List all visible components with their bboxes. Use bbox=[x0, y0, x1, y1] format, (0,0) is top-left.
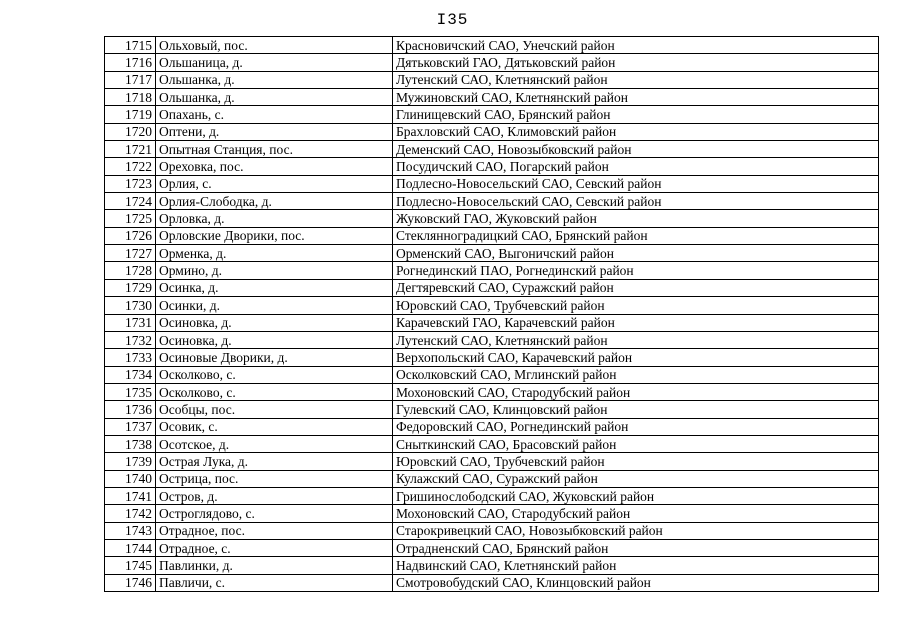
settlement-name: Острая Лука, д. bbox=[156, 453, 393, 470]
administrative-area: Кулажский САО, Суражский район bbox=[393, 470, 879, 487]
table-row bbox=[105, 505, 879, 522]
settlement-name: Опытная Станция, пос. bbox=[156, 141, 393, 158]
row-number: 1730 bbox=[105, 297, 156, 314]
settlement-name: Ольшаница, д. bbox=[156, 54, 393, 71]
administrative-area: Гулевский САО, Клинцовский район bbox=[393, 401, 879, 418]
settlement-name: Осинка, д. bbox=[156, 279, 393, 296]
table-row bbox=[105, 158, 879, 175]
row-number: 1720 bbox=[105, 123, 156, 140]
settlement-name: Отрадное, пос. bbox=[156, 522, 393, 539]
row-number: 1718 bbox=[105, 89, 156, 106]
settlement-name: Осиновка, д. bbox=[156, 314, 393, 331]
row-number: 1734 bbox=[105, 366, 156, 383]
administrative-area: Надвинский САО, Клетнянский район bbox=[393, 557, 879, 574]
settlement-registry-table bbox=[104, 36, 879, 592]
row-number: 1724 bbox=[105, 193, 156, 210]
table-row bbox=[105, 71, 879, 88]
table-row bbox=[105, 89, 879, 106]
row-number: 1722 bbox=[105, 158, 156, 175]
administrative-area: Лутенский САО, Клетнянский район bbox=[393, 331, 879, 348]
administrative-area: Старокривецкий САО, Новозыбковский район bbox=[393, 522, 879, 539]
settlement-name: Ольшанка, д. bbox=[156, 89, 393, 106]
settlement-name: Ормино, д. bbox=[156, 262, 393, 279]
settlement-name: Павлинки, д. bbox=[156, 557, 393, 574]
settlement-name: Особцы, пос. bbox=[156, 401, 393, 418]
table-row bbox=[105, 522, 879, 539]
administrative-area: Дегтяревский САО, Суражский район bbox=[393, 279, 879, 296]
settlement-name: Опахань, с. bbox=[156, 106, 393, 123]
row-number: 1738 bbox=[105, 435, 156, 452]
table-row bbox=[105, 366, 879, 383]
administrative-area: Сныткинский САО, Брасовский район bbox=[393, 435, 879, 452]
administrative-area: Мохоновский САО, Стародубский район bbox=[393, 505, 879, 522]
table-row bbox=[105, 349, 879, 366]
table-row bbox=[105, 453, 879, 470]
row-number: 1731 bbox=[105, 314, 156, 331]
row-number: 1715 bbox=[105, 37, 156, 54]
row-number: 1727 bbox=[105, 245, 156, 262]
administrative-area: Юровский САО, Трубчевский район bbox=[393, 297, 879, 314]
settlement-name: Павличи, с. bbox=[156, 574, 393, 591]
administrative-area: Деменский САО, Новозыбковский район bbox=[393, 141, 879, 158]
table-row bbox=[105, 106, 879, 123]
settlement-name: Осинки, д. bbox=[156, 297, 393, 314]
administrative-area: Мужиновский САО, Клетнянский район bbox=[393, 89, 879, 106]
administrative-area: Жуковский ГАО, Жуковский район bbox=[393, 210, 879, 227]
administrative-area: Брахловский САО, Климовский район bbox=[393, 123, 879, 140]
administrative-area: Смотровобудский САО, Клинцовский район bbox=[393, 574, 879, 591]
row-number: 1746 bbox=[105, 574, 156, 591]
table-row bbox=[105, 539, 879, 556]
row-number: 1732 bbox=[105, 331, 156, 348]
table-row bbox=[105, 418, 879, 435]
administrative-area: Лутенский САО, Клетнянский район bbox=[393, 71, 879, 88]
row-number: 1729 bbox=[105, 279, 156, 296]
table-row bbox=[105, 141, 879, 158]
settlement-name: Осотское, д. bbox=[156, 435, 393, 452]
row-number: 1728 bbox=[105, 262, 156, 279]
table-row bbox=[105, 487, 879, 504]
row-number: 1740 bbox=[105, 470, 156, 487]
administrative-area: Глинищевский САО, Брянский район bbox=[393, 106, 879, 123]
settlement-name: Орлия-Слободка, д. bbox=[156, 193, 393, 210]
settlement-name: Остров, д. bbox=[156, 487, 393, 504]
administrative-area: Стеклянноградицкий САО, Брянский район bbox=[393, 227, 879, 244]
row-number: 1716 bbox=[105, 54, 156, 71]
table-row bbox=[105, 227, 879, 244]
row-number: 1745 bbox=[105, 557, 156, 574]
settlement-name: Орловка, д. bbox=[156, 210, 393, 227]
table-row bbox=[105, 435, 879, 452]
table-row bbox=[105, 557, 879, 574]
administrative-area: Осколковский САО, Мглинский район bbox=[393, 366, 879, 383]
administrative-area: Гришинослободский САО, Жуковский район bbox=[393, 487, 879, 504]
row-number: 1736 bbox=[105, 401, 156, 418]
settlement-name: Осовик, с. bbox=[156, 418, 393, 435]
row-number: 1721 bbox=[105, 141, 156, 158]
table-row bbox=[105, 193, 879, 210]
administrative-area: Посудичский САО, Погарский район bbox=[393, 158, 879, 175]
table-row bbox=[105, 123, 879, 140]
administrative-area: Верхопольский САО, Карачевский район bbox=[393, 349, 879, 366]
administrative-area: Карачевский ГАО, Карачевский район bbox=[393, 314, 879, 331]
administrative-area: Подлесно-Новосельский САО, Севский район bbox=[393, 193, 879, 210]
table-row bbox=[105, 470, 879, 487]
settlement-name: Осколково, с. bbox=[156, 383, 393, 400]
settlement-name: Осиновка, д. bbox=[156, 331, 393, 348]
row-number: 1743 bbox=[105, 522, 156, 539]
settlement-name: Орлия, с. bbox=[156, 175, 393, 192]
settlement-name: Осиновые Дворики, д. bbox=[156, 349, 393, 366]
row-number: 1741 bbox=[105, 487, 156, 504]
administrative-area: Подлесно-Новосельский САО, Севский район bbox=[393, 175, 879, 192]
row-number: 1723 bbox=[105, 175, 156, 192]
table-row bbox=[105, 210, 879, 227]
row-number: 1733 bbox=[105, 349, 156, 366]
administrative-area: Орменский САО, Выгоничский район bbox=[393, 245, 879, 262]
settlement-name: Острица, пос. bbox=[156, 470, 393, 487]
row-number: 1719 bbox=[105, 106, 156, 123]
administrative-area: Дятьковский ГАО, Дятьковский район bbox=[393, 54, 879, 71]
administrative-area: Юровский САО, Трубчевский район bbox=[393, 453, 879, 470]
row-number: 1742 bbox=[105, 505, 156, 522]
administrative-area: Отрадненский САО, Брянский район bbox=[393, 539, 879, 556]
table-row bbox=[105, 54, 879, 71]
settlement-name: Ольховый, пос. bbox=[156, 37, 393, 54]
row-number: 1717 bbox=[105, 71, 156, 88]
page-number: I35 bbox=[436, 11, 469, 29]
settlement-name: Орловские Дворики, пос. bbox=[156, 227, 393, 244]
row-number: 1725 bbox=[105, 210, 156, 227]
table-row bbox=[105, 37, 879, 54]
table-row bbox=[105, 279, 879, 296]
table-row bbox=[105, 331, 879, 348]
row-number: 1737 bbox=[105, 418, 156, 435]
settlement-name: Остроглядово, с. bbox=[156, 505, 393, 522]
settlement-name: Осколково, с. bbox=[156, 366, 393, 383]
table-row bbox=[105, 175, 879, 192]
row-number: 1744 bbox=[105, 539, 156, 556]
table-row bbox=[105, 383, 879, 400]
administrative-area: Рогнединский ПАО, Рогнединский район bbox=[393, 262, 879, 279]
settlement-name: Ореховка, пос. bbox=[156, 158, 393, 175]
table-row bbox=[105, 401, 879, 418]
row-number: 1726 bbox=[105, 227, 156, 244]
settlement-name: Оптени, д. bbox=[156, 123, 393, 140]
settlement-name: Орменка, д. bbox=[156, 245, 393, 262]
settlement-name: Отрадное, с. bbox=[156, 539, 393, 556]
table-row bbox=[105, 245, 879, 262]
administrative-area: Мохоновский САО, Стародубский район bbox=[393, 383, 879, 400]
table-row bbox=[105, 297, 879, 314]
table-row bbox=[105, 314, 879, 331]
registry-table-body bbox=[105, 37, 879, 592]
row-number: 1735 bbox=[105, 383, 156, 400]
settlement-name: Ольшанка, д. bbox=[156, 71, 393, 88]
administrative-area: Федоровский САО, Рогнединский район bbox=[393, 418, 879, 435]
administrative-area: Красновичский САО, Унечский район bbox=[393, 37, 879, 54]
row-number: 1739 bbox=[105, 453, 156, 470]
table-row bbox=[105, 262, 879, 279]
table-row bbox=[105, 574, 879, 591]
